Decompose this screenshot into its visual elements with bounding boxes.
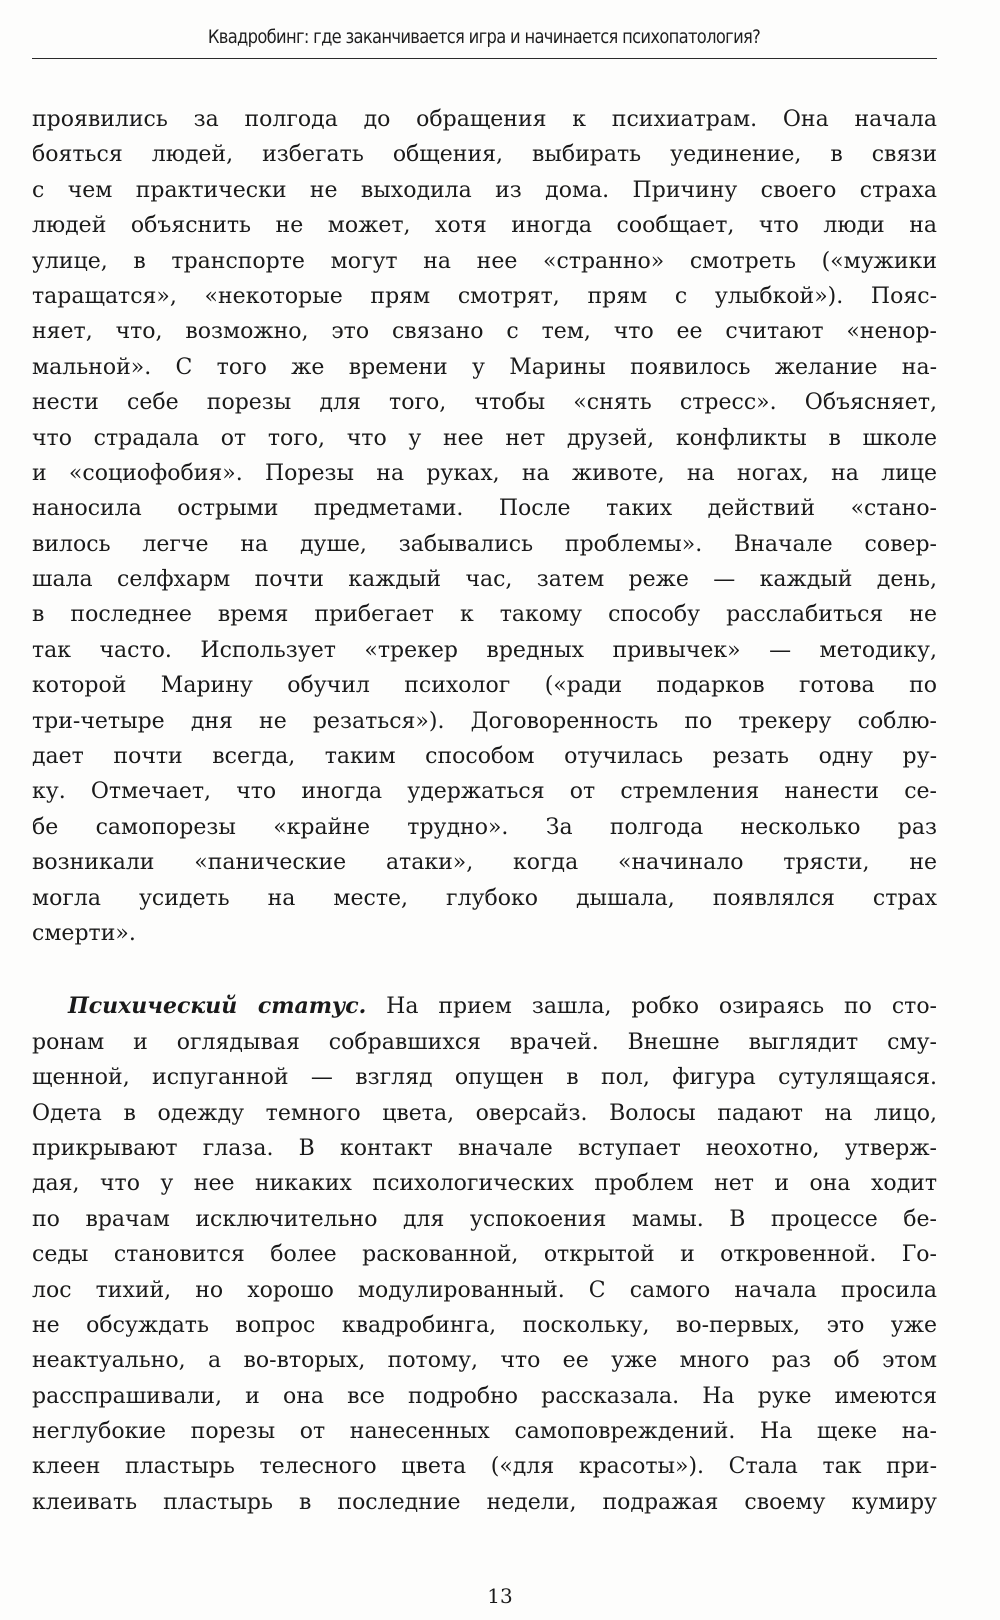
text-line: по врачам исключительно для успокоения мамы. В процессе бе- bbox=[32, 1206, 937, 1232]
text-line: таращатся», «некоторые прям смотрят, прям с улыбкой»). Пояс- bbox=[32, 283, 937, 309]
text-line: мальной». С того же времени у Марины появилось желание на- bbox=[32, 354, 937, 380]
text-line: дая, что у нее никаких психологических проблем нет и она ходит bbox=[32, 1171, 937, 1197]
text-line: могла усидеть на месте, глубоко дышала, появлялся страх bbox=[32, 885, 937, 911]
text-line: и «социофобия». Порезы на руках, на животе, на ногах, на лице bbox=[32, 460, 937, 486]
text-fragment: На прием зашла, робко озираясь по сто- bbox=[366, 994, 937, 1020]
page-number: 13 bbox=[487, 1584, 513, 1608]
text-line: что страдала от того, что у нее нет друзей, конфликты в школе bbox=[32, 425, 937, 451]
text-line: так часто. Использует «трекер вредных привычек» — методику, bbox=[32, 637, 937, 663]
text-line: нести себе порезы для того, чтобы «снять стресс». Объясняет, bbox=[32, 390, 937, 416]
body-text bbox=[32, 102, 937, 1520]
text-line: неглубокие порезы от нанесенных самоповреждений. На щеке на- bbox=[32, 1419, 937, 1445]
text-line: бояться людей, избегать общения, выбирать уединение, в связи bbox=[32, 142, 937, 168]
text-line: в последнее время прибегает к такому способу расслабиться не bbox=[32, 602, 937, 628]
text-line: неактуально, а во-вторых, потому, что ее уже много раз об этом bbox=[32, 1348, 937, 1374]
section-lead-in: Психический статус. bbox=[68, 993, 367, 1020]
header-rule bbox=[32, 58, 937, 59]
paragraph-spacer bbox=[32, 951, 937, 989]
text-line: которой Марину обучил психолог («ради подарков готова по bbox=[32, 673, 937, 699]
text-line: проявились за полгода до обращения к психиатрам. Она начала bbox=[32, 107, 937, 132]
text-line: расспрашивали, и она все подробно рассказала. На руке имеются bbox=[32, 1383, 937, 1409]
text-line: шала селфхарм почти каждый час, затем реже — каждый день, bbox=[32, 567, 937, 593]
text-line: дает почти всегда, таким способом отучилась резать одну ру- bbox=[32, 744, 937, 770]
text-line: людей объяснить не может, хотя иногда сообщает, что люди на bbox=[32, 213, 937, 239]
text-line: возникали «панические атаки», когда «начинало трясти, не bbox=[32, 850, 937, 876]
text-line: ронам и оглядывая собравшихся врачей. Внешне выглядит сму- bbox=[32, 1029, 937, 1055]
text-line: клеивать пластырь в последние недели, подражая своему кумиру bbox=[32, 1489, 937, 1515]
text-line: клеен пластырь телесного цвета («для красоты»). Стала так при- bbox=[32, 1454, 937, 1480]
text-line: три-четыре дня не резаться»). Договоренность по трекеру соблю- bbox=[32, 708, 937, 734]
text-line: улице, в транспорте могут на нее «странно» смотреть («мужики bbox=[32, 248, 937, 274]
text-line: вилось легче на душе, забывались проблемы». Вначале совер- bbox=[32, 531, 937, 557]
text-line: лос тихий, но хорошо модулированный. С самого начала просила bbox=[32, 1277, 937, 1303]
text-line: наносила острыми предметами. После таких действий «стано- bbox=[32, 496, 937, 522]
text-line: смерти». bbox=[32, 920, 136, 946]
text-line: не обсуждать вопрос квадробинга, поскольку, во-первых, это уже bbox=[32, 1312, 937, 1338]
text-line: щенной, испуганной — взгляд опущен в пол, фигура сутулящаяся. bbox=[32, 1065, 937, 1091]
text-line bbox=[32, 989, 937, 1024]
paragraph-mental-status bbox=[32, 989, 937, 1520]
text-line: Одета в одежду темного цвета, оверсайз. Волосы падают на лицо, bbox=[32, 1100, 937, 1126]
text-line: седы становится более раскованной, открытой и откровенной. Го- bbox=[32, 1242, 937, 1268]
running-head: Квадробинг: где заканчивается игра и начинается психопатология? bbox=[207, 26, 761, 48]
text-line: с чем практически не выходила из дома. Причину своего страха bbox=[32, 177, 937, 203]
text-line: прикрывают глаза. В контакт вначале вступает неохотно, утверж- bbox=[32, 1135, 937, 1161]
text-line: ку. Отмечает, что иногда удержаться от стремления нанести се- bbox=[32, 779, 937, 805]
text-line: бе самопорезы «крайне трудно». За полгода несколько раз bbox=[32, 814, 937, 840]
paragraph-case-history bbox=[32, 102, 937, 951]
text-line: няет, что, возможно, это связано с тем, что ее считают «ненор- bbox=[32, 319, 937, 345]
